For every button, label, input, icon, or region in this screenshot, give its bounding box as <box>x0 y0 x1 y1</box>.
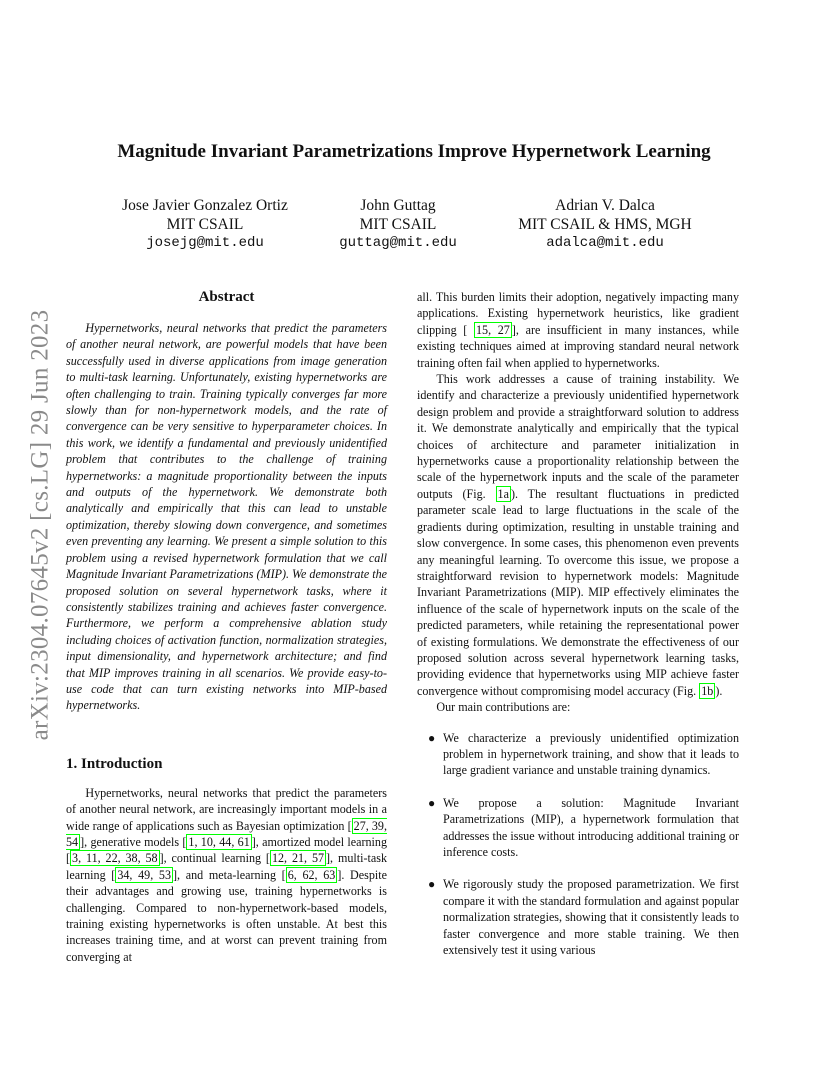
author-affiliation: MIT CSAIL & HMS, MGH <box>518 216 692 233</box>
section-heading-introduction: 1. Introduction <box>66 755 163 772</box>
paragraph-continuation: all. This burden limits their adoption, negatively impacting many applications. Existing hypernetwork heuristics, like gradient clipping [ <box>417 290 739 337</box>
author-affiliation: MIT CSAIL <box>166 216 244 233</box>
list-item: ● We propose a solution: Magnitude Invariant Parametrizations (MIP), a hypernetwork formulation that addresses the issue without introducing additional training or inference costs. <box>428 795 739 859</box>
list-item: ● We rigorously study the proposed parametrization. We first compare it with the standard formulation and against popular normalization strategies, showing that it consistently leads to faster convergence and more stable training. We then extensively test it using various <box>428 877 739 958</box>
figure-reference-link[interactable]: 1b <box>701 683 714 698</box>
arxiv-identifier-stamp: arXiv:2304.07645v2 [cs.LG] 29 Jun 2023 <box>26 309 54 741</box>
abstract-text: Hypernetworks, neural networks that predict the parameters of another neural network, are powerful models that have been successfully used in diverse applications from image generation to multi-task learning. Unfortunately, existing hypernetworks are often challenging to train. Training typically converges far more slowly than for non-hypernetwork models, and the rate of convergence can be very sensitive to hyperparameter choices. In this work, we identify a fundamental and previously unidentified problem that contributes to the challenge of training hypernetworks: a magnitude proportionality between the inputs and outputs of the hypernetwork. We demonstrate both analytically and empirically that this can lead to unstable optimization, thereby slowing down convergence, and sometimes even preventing any learning. We present a simple solution to this problem using a revised hypernetwork formulation that we call Magnitude Invariant Parametrizations (MIP). We demonstrate the proposed solution on several hypernetwork tasks, where it consistently stabilizes training and achieves faster convergence. Furthermore, we perform a comprehensive ablation study including choices of activation function, normalization strategies, input dimensionality, and hypernetwork architecture; and find that MIP improves training in all scenarios. We provide easy-to-use code that can turn existing networks into MIP-based hypernetworks. <box>66 321 387 713</box>
author-email[interactable]: guttag@mit.edu <box>339 235 457 251</box>
bullet-icon: ● <box>428 730 436 745</box>
citation-link[interactable]: 12, 21, 57 <box>271 851 325 866</box>
right-column <box>417 289 739 974</box>
author-block <box>490 196 720 253</box>
bullet-icon: ● <box>428 795 436 810</box>
abstract-heading: Abstract <box>198 289 255 305</box>
author-name: Adrian V. Dalca <box>555 197 655 214</box>
author-email[interactable]: josejg@mit.edu <box>146 235 264 251</box>
intro-paragraph-3: Our main contributions are: <box>436 700 571 715</box>
list-item: ● We characterize a previously unidentified optimization problem in hypernetwork training, and show that it leads to large gradient variance and unstable training dynamics. <box>428 730 739 778</box>
citation-link[interactable]: 1, 10, 44, 61 <box>188 834 250 849</box>
figure-reference-link[interactable]: 1a <box>497 486 509 501</box>
bullet-icon: ● <box>428 877 436 892</box>
paper-title: Magnitude Invariant Parametrizations Improve Hypernetwork Learning <box>117 141 711 162</box>
intro-paragraph-1: Hypernetworks, neural networks that predict the parameters of another neural network, are increasingly important models in a wide range of applications such as Bayesian optimization [ 27, 39, 54 ], generative models [ 1, 10, 44, 61 ], amortized model learning [ 3, 11, 22, 38, 58 ], continual learning [ 12, 21, 57 ], multi-task learning [ 34, 49, 53 ], and meta-learning [ 6, 62, 63 ]. Despite their advantages and growing use, training hypernetworks is challenging. Compared to non-hypernetwork-based models, training existing hypernetworks is often unstable. At best this increases training time, and at worst can prevent training from converging at <box>66 785 388 964</box>
author-email[interactable]: adalca@mit.edu <box>546 235 664 251</box>
citation-link[interactable]: 15, 27 <box>475 322 510 337</box>
citation-link[interactable]: 27, 39, 54 <box>66 818 388 849</box>
intro-paragraph-1-continued: all. This burden limits their adoption, negatively impacting many applications. Existing hypernetwork heuristics, like gradient clipping [ 15, 27 ], are insufficient in many instances, while existing techniques aimed at improving standard neural network training often fail when applied to hypernetworks. <box>417 290 739 370</box>
author-affiliation: MIT CSAIL <box>359 216 437 233</box>
intro-paragraph-2: This work addresses a cause of training instability. We identify and characterize a previously unidentified hypernetwork design problem and provide a straightforward solution to address it. We demonstrate analytically and empirically that the typical choices of architecture and parameter initialization in hypernetworks cause a proportionality relationship between the scale of the hypernetwork inputs and the scale of the parameter outputs (Fig. 1a ). The resultant fluctuations in predicted parameter scale lead to large fluctuations in the scale of the gradients during optimization, resulting in unstable training and slow convergence. In some cases, this phenomenon even prevents any meaningful learning. To overcome this issue, we propose a straightforward revision to hypernetwork models: Magnitude Invariant Parametrizations (MIP). MIP effectively eliminates the influence of the scale of hypernetwork inputs on the scale of the predicted parameters, while retaining the representational power of existing formulations. We demonstrate the effectiveness of our proposed solution across several hypernetwork learning tasks, providing evidence that hypernetworks using MIP achieve faster convergence without compromising model accuracy (Fig. 1b ). <box>417 372 739 698</box>
citation-link[interactable]: 34, 49, 53 <box>117 867 171 882</box>
left-column <box>66 289 387 965</box>
contributions-list <box>417 730 739 959</box>
citation-link[interactable]: 3, 11, 22, 38, 58 <box>72 851 158 866</box>
author-block <box>318 196 478 253</box>
author-name: Jose Javier Gonzalez Ortiz <box>122 197 288 214</box>
author-block <box>100 196 310 253</box>
citation-link[interactable]: 6, 62, 63 <box>287 867 336 882</box>
author-name: John Guttag <box>360 197 436 214</box>
